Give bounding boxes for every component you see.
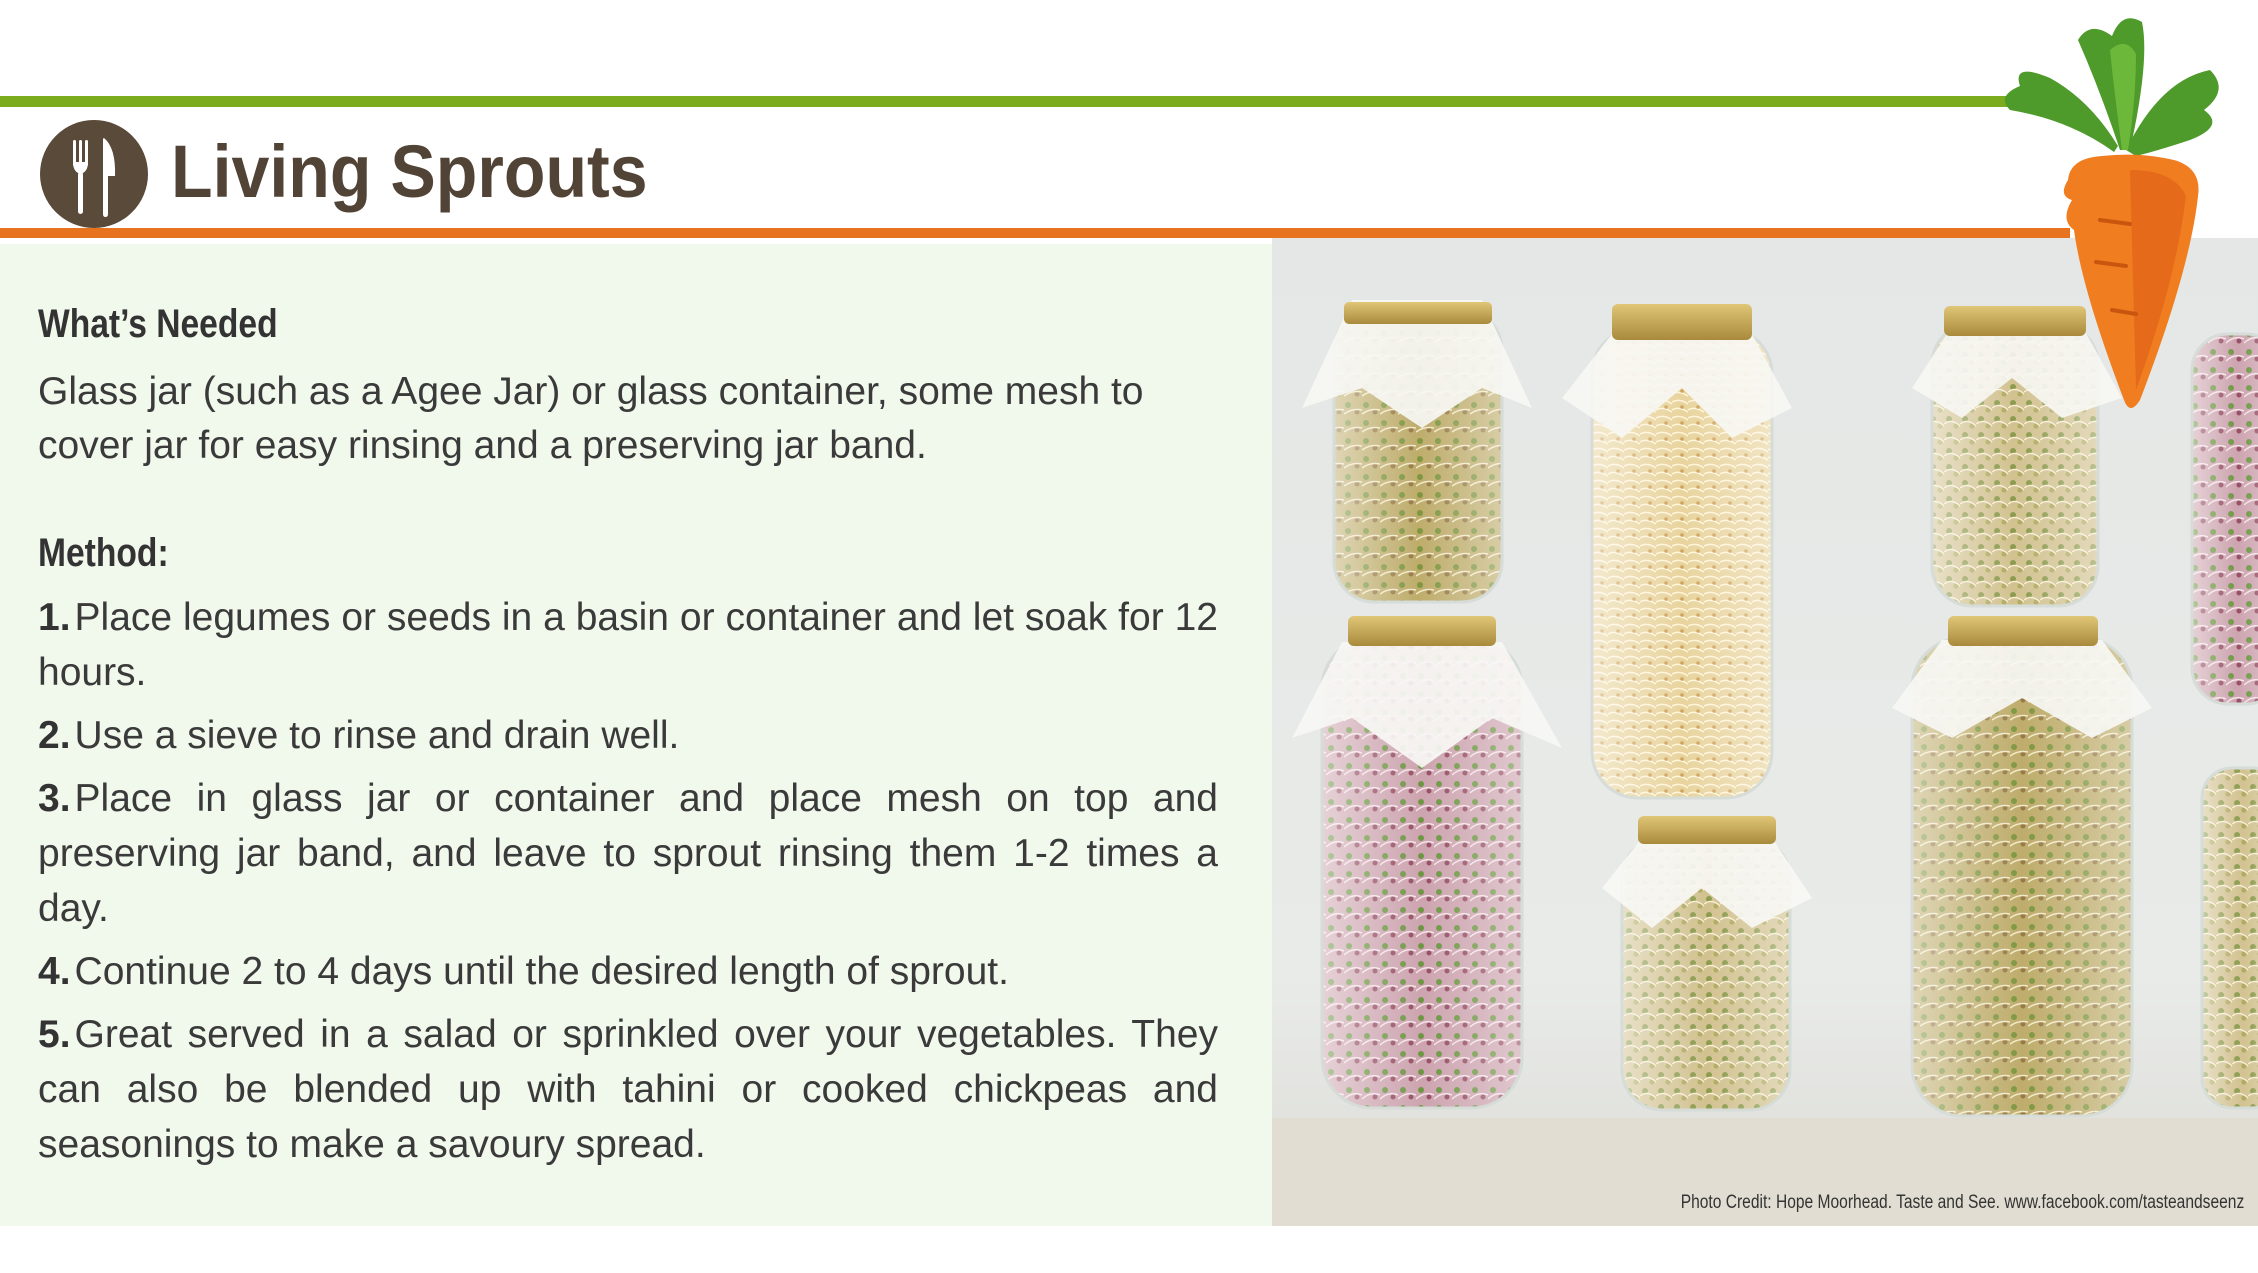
- method-heading: Method:: [38, 531, 169, 575]
- method-step: [38, 1007, 1218, 1172]
- step-text: Continue 2 to 4 days until the desired length of sprout.: [74, 950, 1009, 993]
- method-steps: [38, 590, 1218, 1172]
- carrot-icon: [1990, 0, 2258, 420]
- whats-needed-heading: What’s Needed: [38, 302, 278, 346]
- fork-knife-icon: [38, 118, 150, 230]
- jar: [1562, 304, 1792, 798]
- method-step: [38, 944, 1218, 999]
- method-step: [38, 771, 1218, 936]
- method-step: [38, 590, 1218, 700]
- jar: [1892, 616, 2152, 1116]
- photo-credit: Photo Credit: Hope Moorhead. Taste and See. www.facebook.com/tasteandseenz: [1680, 1192, 2244, 1213]
- step-text: Use a sieve to rinse and drain well.: [74, 714, 680, 757]
- page-title: Living Sprouts: [171, 130, 648, 213]
- step-text: Place legumes or seeds in a basin or container and let soak for 12 hours.: [38, 596, 1218, 694]
- jar: [2202, 768, 2258, 1108]
- step-number: 5.: [38, 1013, 71, 1056]
- whats-needed-text: Glass jar (such as a Agee Jar) or glass container, some mesh to cover jar for easy rinsing and a preserving jar band.: [38, 370, 1144, 467]
- step-number: 4.: [38, 950, 71, 993]
- top-green-rule: [0, 96, 2040, 107]
- method-step: [38, 708, 1218, 763]
- header-orange-rule: [0, 228, 2070, 238]
- jar: [1302, 300, 1532, 602]
- step-number: 3.: [38, 777, 71, 820]
- step-text: Place in glass jar or container and place mesh on top and preserving jar band, and leave to sprout rinsing them 1-2 times a day.: [38, 777, 1218, 930]
- step-number: 1.: [38, 596, 71, 639]
- recipe-panel: [0, 244, 1272, 1226]
- jar: [1602, 816, 1812, 1110]
- step-number: 2.: [38, 714, 71, 757]
- recipe-text: [38, 302, 1218, 1180]
- jar: [1292, 616, 1562, 1108]
- step-text: Great served in a salad or sprinkled over your vegetables. They can also be blended up with tahini or cooked chickpeas and seasonings to make a savoury spread.: [38, 1013, 1218, 1166]
